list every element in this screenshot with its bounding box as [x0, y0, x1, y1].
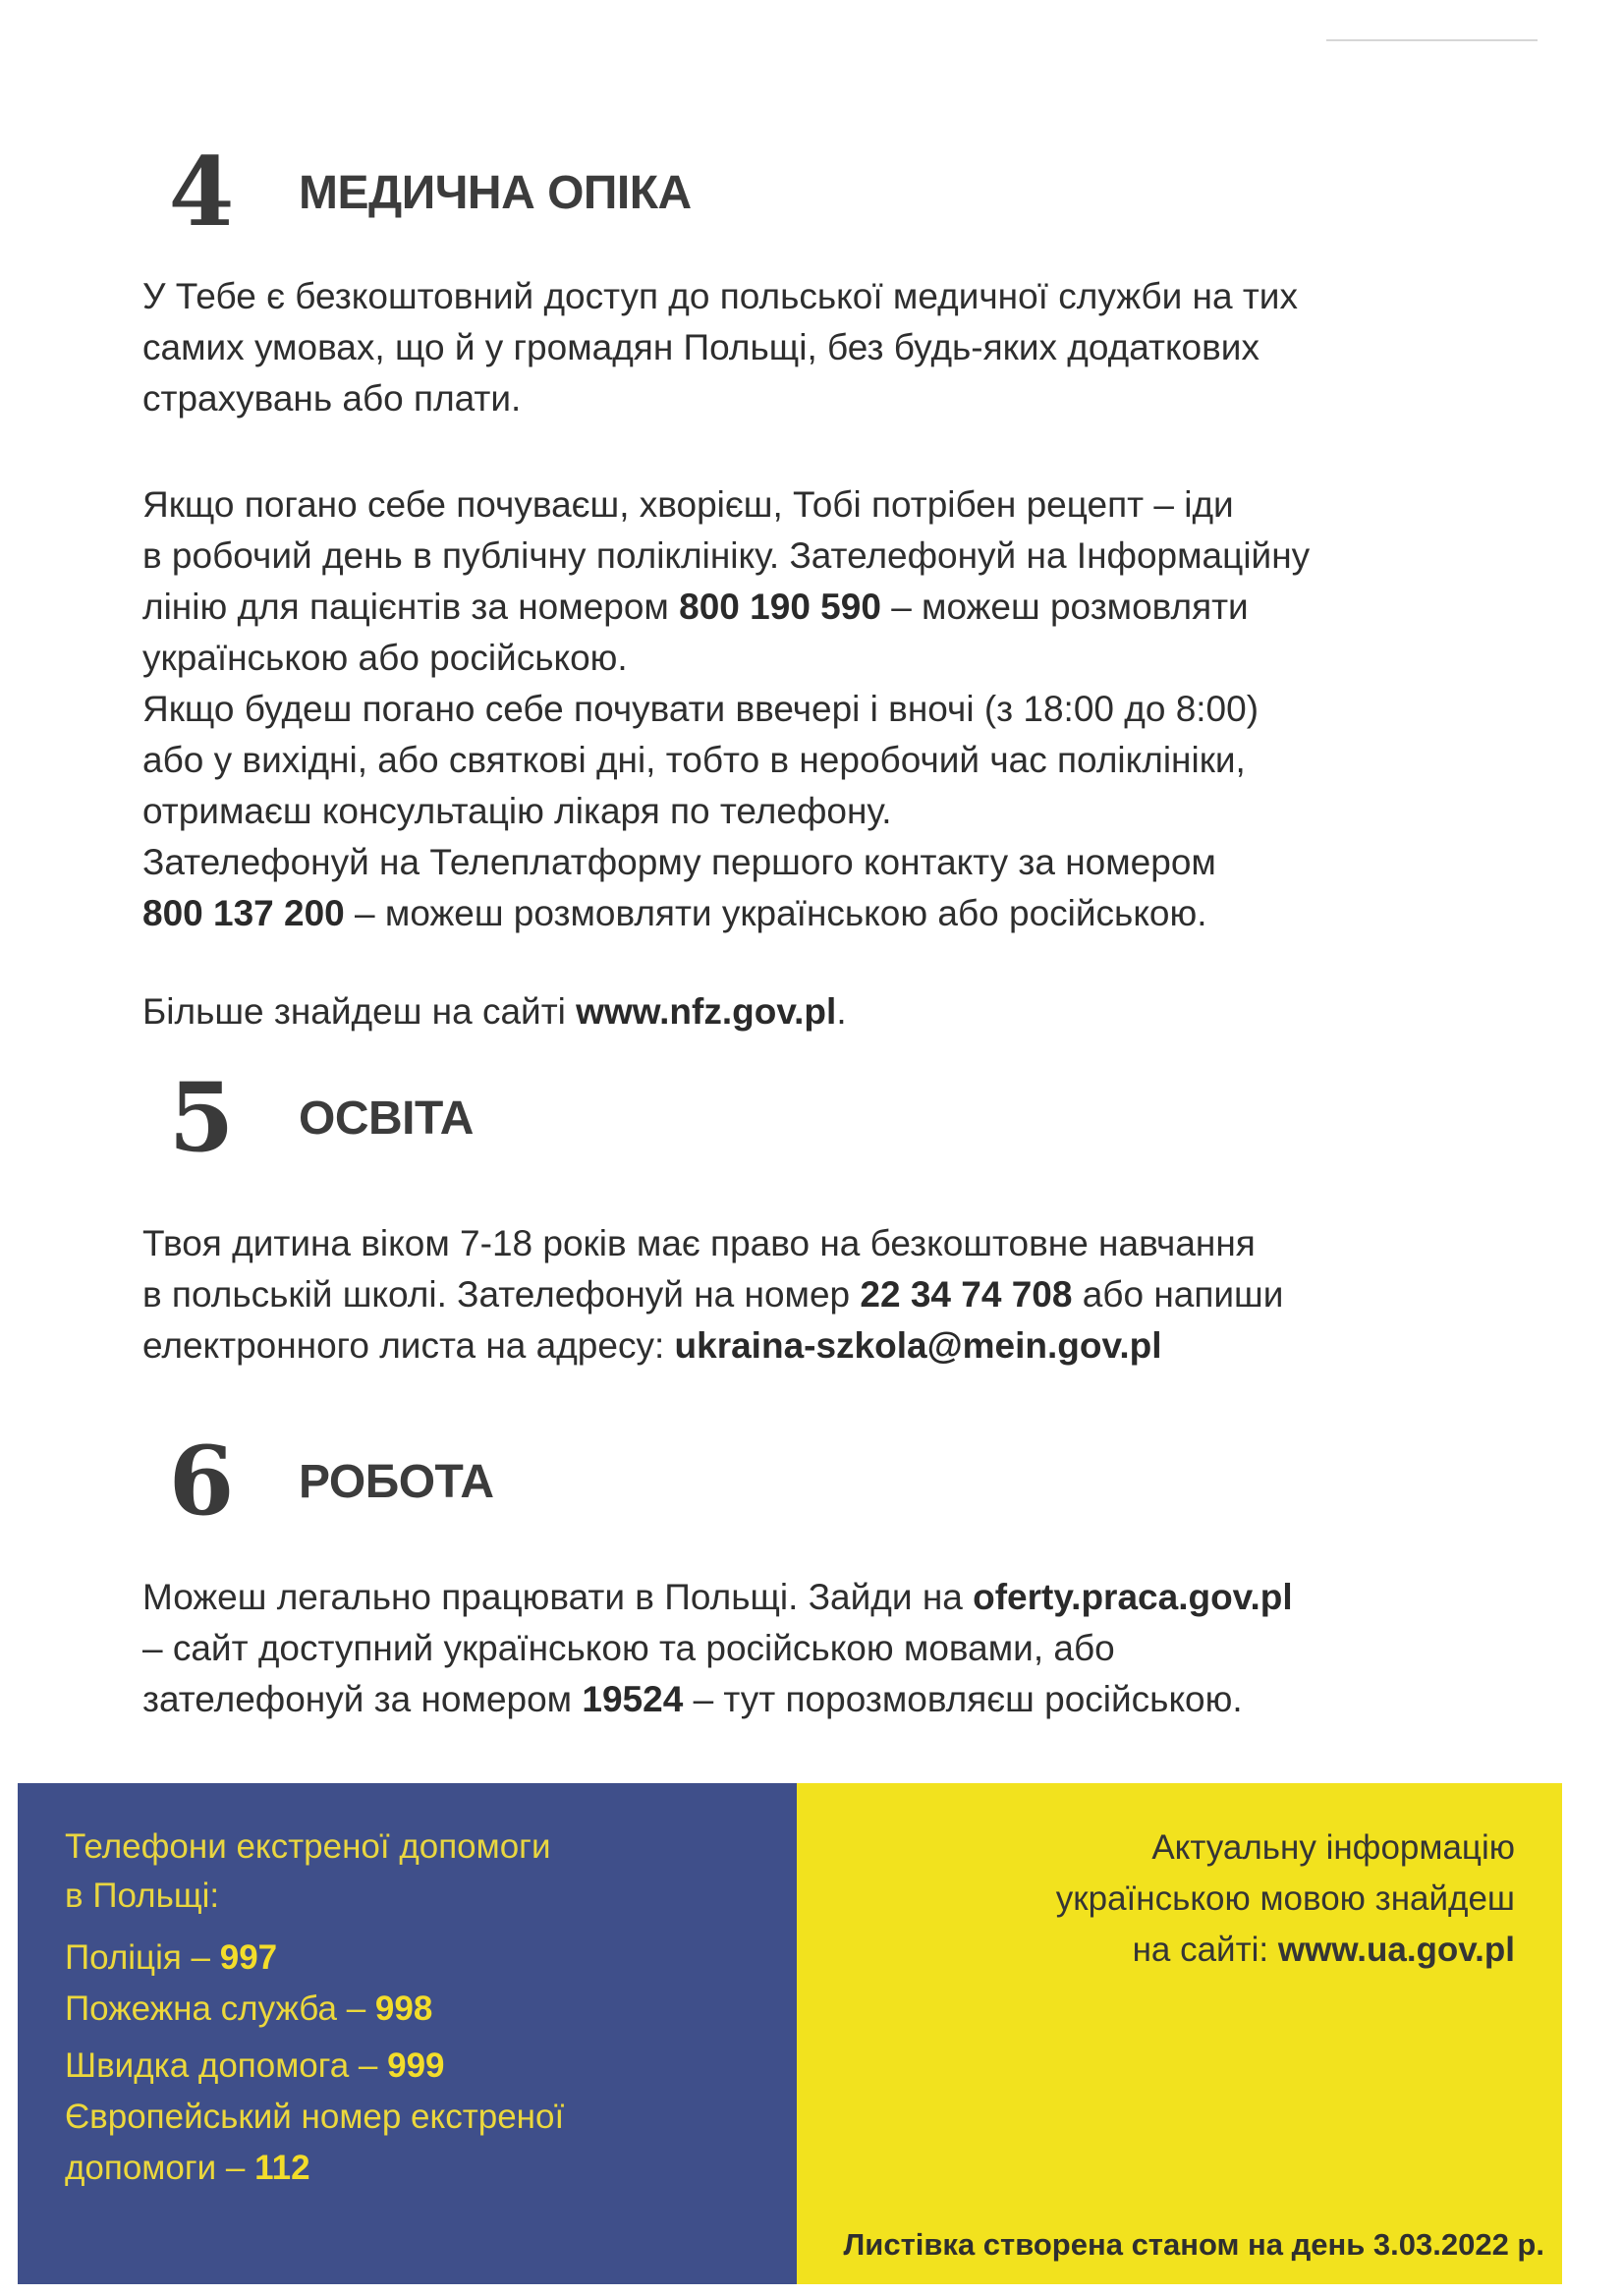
text-line: українською мовою знайдеш	[1055, 1879, 1515, 1918]
section-medical-header	[147, 137, 692, 248]
medical-access-paragraph	[142, 271, 1498, 424]
nfz-link[interactable]: www.nfz.gov.pl	[576, 991, 837, 1032]
emergency-number: 999	[387, 2046, 445, 2085]
text-fragment: зателефонуй за номером	[142, 1679, 583, 1719]
emergency-numbers-panel	[18, 1783, 797, 2284]
section-education-header	[147, 1062, 474, 1173]
emergency-item	[65, 1932, 564, 1984]
section-number: 5	[168, 1062, 235, 1173]
emergency-label: Швидка допомога –	[65, 2046, 388, 2085]
text-line: в робочий день в публічну поліклініку. Зателефонуй на Інформаційну	[142, 535, 1311, 576]
emergency-item	[65, 2041, 564, 2092]
emergency-label: Пожежна служба –	[65, 1989, 375, 2028]
text-fragment: на сайті:	[1132, 1931, 1278, 1969]
text-line: страхувань або плати.	[142, 378, 522, 419]
text-line: українською або російською.	[142, 638, 628, 678]
emergency-number: 998	[374, 1989, 433, 2028]
emergency-list	[65, 1932, 564, 2194]
section-title: РОБОТА	[299, 1455, 494, 1508]
section-title: ОСВІТА	[299, 1092, 474, 1145]
school-phone-number: 22 34 74 708	[860, 1274, 1073, 1315]
text-line: або у вихідні, або святкові дні, тобто в неробочий час поліклініки,	[142, 740, 1246, 780]
text-fragment: лінію для пацієнтів за номером	[142, 587, 680, 627]
emergency-item	[65, 1984, 564, 2035]
text-line	[142, 986, 1498, 1037]
text-line: Актуальну інформацію	[1151, 1828, 1515, 1867]
text-fragment: або напиши	[1072, 1274, 1284, 1315]
emergency-title	[65, 1822, 551, 1921]
job-offers-link[interactable]: oferty.praca.gov.pl	[973, 1577, 1293, 1617]
text-fragment: Можеш легально працювати в Польщі. Зайди на	[142, 1577, 974, 1617]
text-fragment: – можеш розмовляти українською або російською.	[344, 893, 1207, 933]
medical-clinic-paragraph	[142, 479, 1498, 939]
section-number: 6	[168, 1426, 235, 1537]
text-line: У Тебе є безкоштовний доступ до польської медичної служби на тих	[142, 276, 1298, 316]
teleplatform-number: 800 137 200	[142, 893, 345, 933]
emergency-number: 997	[219, 1938, 278, 1977]
education-paragraph	[142, 1218, 1498, 1372]
ua-info-panel	[797, 1783, 1562, 2284]
text-fragment: електронного листа на адресу:	[142, 1325, 675, 1366]
text-fragment: – тут порозмовляєш російською.	[683, 1679, 1243, 1719]
emergency-label: Поліція –	[65, 1938, 220, 1977]
patient-line-number: 800 190 590	[679, 587, 881, 627]
emergency-item	[65, 2143, 564, 2194]
emergency-number: 112	[254, 2149, 310, 2187]
text-line	[142, 1572, 1498, 1623]
text-line	[142, 1320, 1498, 1372]
text-line	[142, 582, 1498, 633]
text-line: – сайт доступний українською та російською мовами, або	[142, 1628, 1115, 1668]
emergency-item	[65, 2092, 564, 2143]
text-line: Якщо будеш погано себе почувати ввечері і вночі (з 18:00 до 8:00)	[142, 689, 1259, 729]
text-line: в Польщі:	[65, 1876, 220, 1915]
medical-more-info	[142, 986, 1498, 1037]
text-line	[142, 888, 1498, 939]
work-paragraph	[142, 1572, 1498, 1725]
text-line: отримаєш консультацію лікаря по телефону.	[142, 791, 892, 831]
text-line	[1056, 1925, 1515, 1976]
section-number: 4	[168, 137, 235, 248]
work-phone-number: 19524	[582, 1679, 684, 1719]
school-email-link[interactable]: ukraina-szkola@mein.gov.pl	[674, 1325, 1162, 1366]
text-line: Зателефонуй на Телеплатформу першого контакту за номером	[142, 842, 1216, 882]
text-fragment: – можеш розмовляти	[880, 587, 1249, 627]
text-fragment: в польській школі. Зателефонуй на номер	[142, 1274, 861, 1315]
text-line: Твоя дитина віком 7-18 років має право на безкоштовне навчання	[142, 1223, 1256, 1263]
ua-info-text	[1056, 1822, 1515, 1976]
text-line	[142, 1674, 1498, 1725]
leaflet-date: Листівка створена станом на день 3.03.2022 р.	[843, 2227, 1544, 2262]
text-line	[142, 1269, 1498, 1320]
scan-artifact-line	[1326, 39, 1538, 41]
text-fragment: Більше знайдеш на сайті	[142, 991, 577, 1032]
text-line: самих умовах, що й у громадян Польщі, без будь-яких додаткових	[142, 327, 1259, 367]
text-line: Якщо погано себе почуваєш, хворієш, Тобі потрібен рецепт – іди	[142, 484, 1234, 525]
footer-info-box	[18, 1783, 1562, 2284]
emergency-label: Європейський номер екстреної	[65, 2098, 565, 2136]
ua-gov-link[interactable]: www.ua.gov.pl	[1277, 1931, 1515, 1969]
text-line: Телефони екстреної допомоги	[65, 1827, 551, 1866]
section-title: МЕДИЧНА ОПІКА	[299, 166, 692, 219]
text-fragment: .	[836, 991, 847, 1032]
section-work-header	[147, 1426, 494, 1537]
emergency-label: допомоги –	[65, 2149, 255, 2187]
